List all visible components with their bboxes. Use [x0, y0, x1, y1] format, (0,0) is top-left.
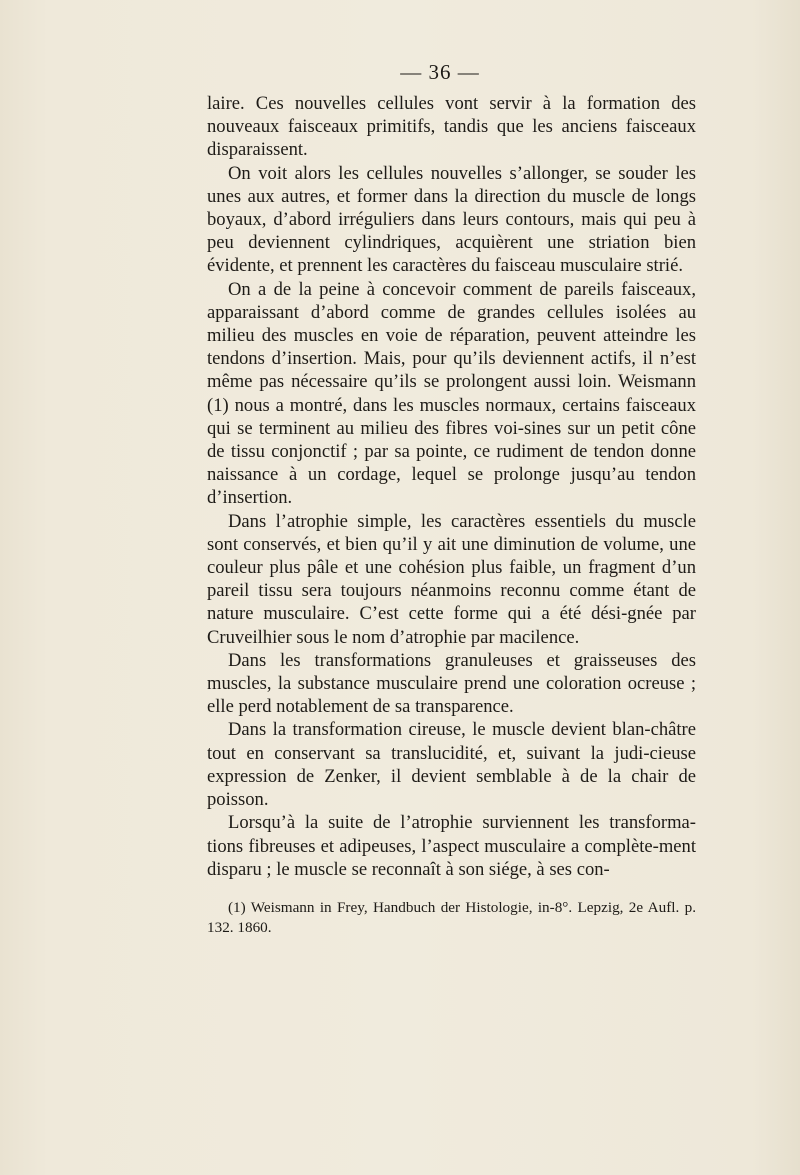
paragraph: Dans la transformation cireuse, le muscle devient blan-châtre tout en conservant sa translucidité, et, suivant la judi-cieuse expression de Zenker, il devient semblable à de la chair de poisson. — [207, 719, 696, 811]
paragraph: Dans l’atrophie simple, les caractères essentiels du muscle sont conservés, et bien qu’il y ait une diminution de volume, une couleur plus pâle et une cohésion plus faible, un fragment d’un pareil tissu sera toujours néanmoins reconnu comme étant de nature musculaire. C’est cette forme qui a été dési-gnée par Cruveilhier sous le nom d’atrophie par macilence. — [207, 510, 696, 648]
paragraph: laire. Ces nouvelles cellules vont servir à la formation des nouveaux faisceaux primitifs, tandis que les anciens faisceaux disparaissent. — [207, 93, 696, 161]
paragraph: Lorsqu’à la suite de l’atrophie surviennent les transforma-tions fibreuses et adipeuses, l’aspect musculaire a complète-ment disparu ; le muscle se reconnaît à son siége, à ses con- — [207, 812, 696, 880]
footnote-text: (1) Weismann in Frey, Handbuch der Histologie, in-8°. Lepzig, 2e Aufl. p. 132. 1860. — [207, 899, 696, 936]
page-number: — 36 — — [400, 60, 480, 84]
footnote — [207, 898, 696, 938]
paragraph: On voit alors les cellules nouvelles s’allonger, se souder les unes aux autres, et former dans la direction du muscle de longs boyaux, d’abord irréguliers dans leurs contours, mais qui peu à peu deviennent cylindriques, acquièrent une striation bien évidente, et prennent les caractères du faisceau musculaire strié. — [207, 162, 696, 277]
paragraph: On a de la peine à concevoir comment de pareils faisceaux, apparaissant d’abord comme de grandes cellules isolées au milieu des muscles en voie de réparation, peuvent atteindre les tendons d’insertion. Mais, pour qu’ils deviennent actifs, il n’est même pas nécessaire qu’ils se prolongent aussi loin. Weismann (1) nous a montré, dans les muscles normaux, certains faisceaux qui se terminent au milieu des fibres voi-sines sur un petit cône de tissu conjonctif ; par sa pointe, ce rudiment de tendon donne naissance à un cordage, lequel se prolonge jusqu’au tendon d’insertion. — [207, 278, 696, 509]
body-text — [207, 92, 696, 881]
paragraph: Dans les transformations granuleuses et graisseuses des muscles, la substance musculaire prend une coloration ocreuse ; elle perd notablement de sa transparence. — [207, 649, 696, 718]
